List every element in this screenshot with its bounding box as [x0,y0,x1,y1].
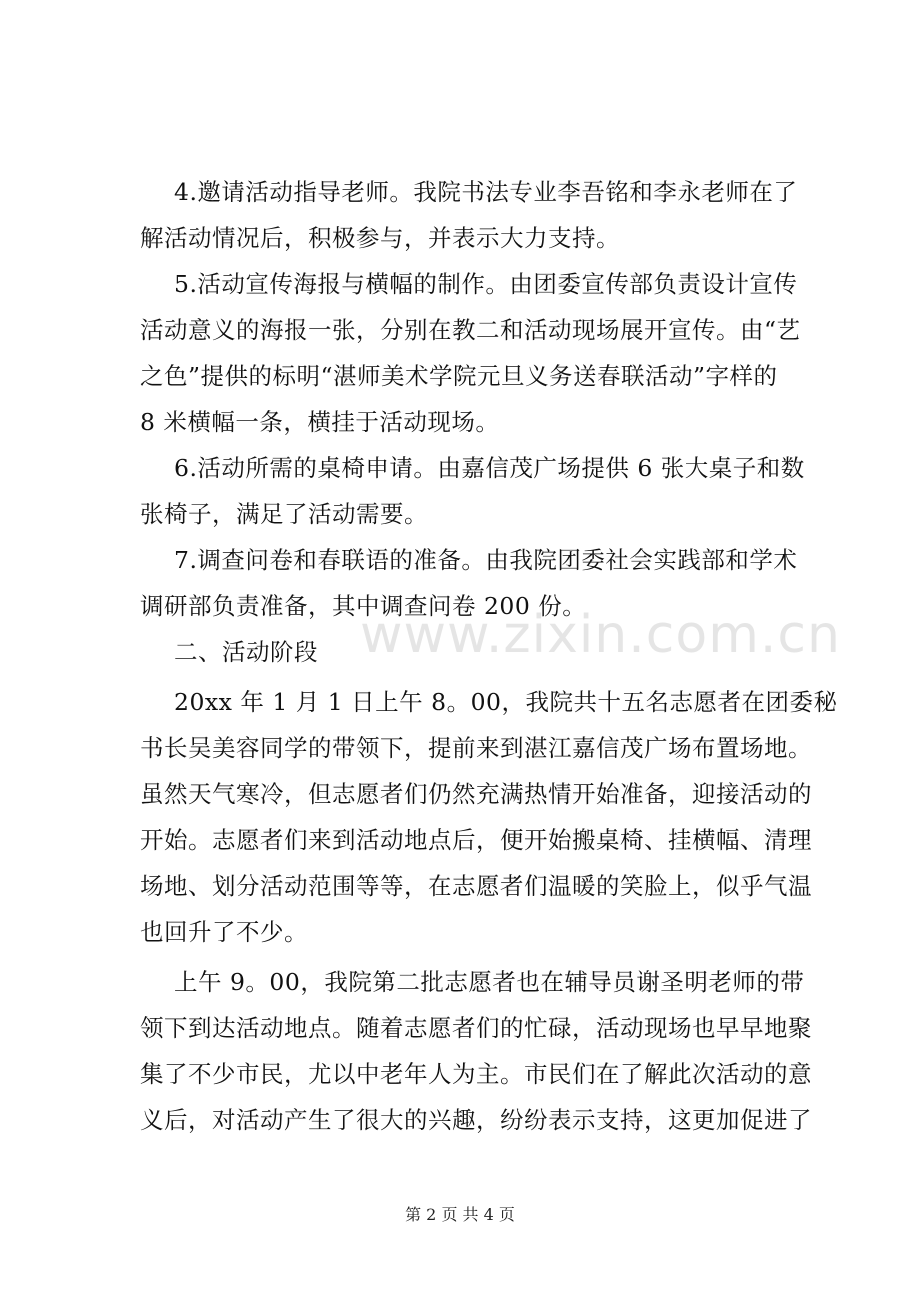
paragraph-line: 义后，对活动产生了很大的兴趣，纷纷表示支持，这更加促进了 [140,1106,812,1134]
paragraph-line: 开始。志愿者们来到活动地点后，便开始搬桌椅、挂横幅、清理 [140,826,812,854]
paragraph-line: 活动意义的海报一张，分别在教二和活动现场展开宣传。由“艺 [140,316,801,344]
paragraph-line: 调研部负责准备，其中调查问卷 200 份。 [140,592,587,620]
paragraph-line: 6.活动所需的桌椅申请。由嘉信茂广场提供 6 张大桌子和数 [174,454,805,482]
paragraph-line: 5.活动宣传海报与横幅的制作。由团委宣传部负责设计宣传 [174,270,798,298]
paragraph-line: 之色”提供的标明“湛师美术学院元旦义务送春联活动”字样的 [140,362,778,390]
paragraph-line: 也回升了不少。 [140,918,308,946]
paragraph-line: 领下到达活动地点。随着志愿者们的忙碌，活动现场也早早地聚 [140,1014,812,1042]
paragraph-line: 张椅子，满足了活动需要。 [140,500,428,528]
paragraph-line: 场地、划分活动范围等等，在志愿者们温暖的笑脸上，似乎气温 [140,872,812,900]
paragraph-line: 上午 9。00，我院第二批志愿者也在辅导员谢圣明老师的带 [174,968,805,996]
paragraph-line: 8 米横幅一条，横挂于活动现场。 [140,408,500,436]
page-footer: 第 2 页 共 4 页 [405,1205,515,1224]
paragraph-line: 集了不少市民，尤以中老年人为主。市民们在了解此次活动的意 [140,1060,812,1088]
paragraph-line: 书长吴美容同学的带领下，提前来到湛江嘉信茂广场布置场地。 [140,734,812,762]
section-heading: 二、活动阶段 [174,638,318,666]
paragraph-line: 20xx 年 1 月 1 日上午 8。00，我院共十五名志愿者在团委秘 [174,688,838,716]
watermark: www.zixin.com.cn [360,605,841,665]
paragraph-line: 7.调查问卷和春联语的准备。由我院团委社会实践部和学术 [174,546,798,574]
paragraph-line: 4.邀请活动指导老师。我院书法专业李吾铭和李永老师在了 [174,178,798,206]
paragraph-line: 虽然天气寒冷，但志愿者们仍然充满热情开始准备，迎接活动的 [140,780,812,808]
paragraph-line: 解活动情况后，积极参与，并表示大力支持。 [140,224,620,252]
